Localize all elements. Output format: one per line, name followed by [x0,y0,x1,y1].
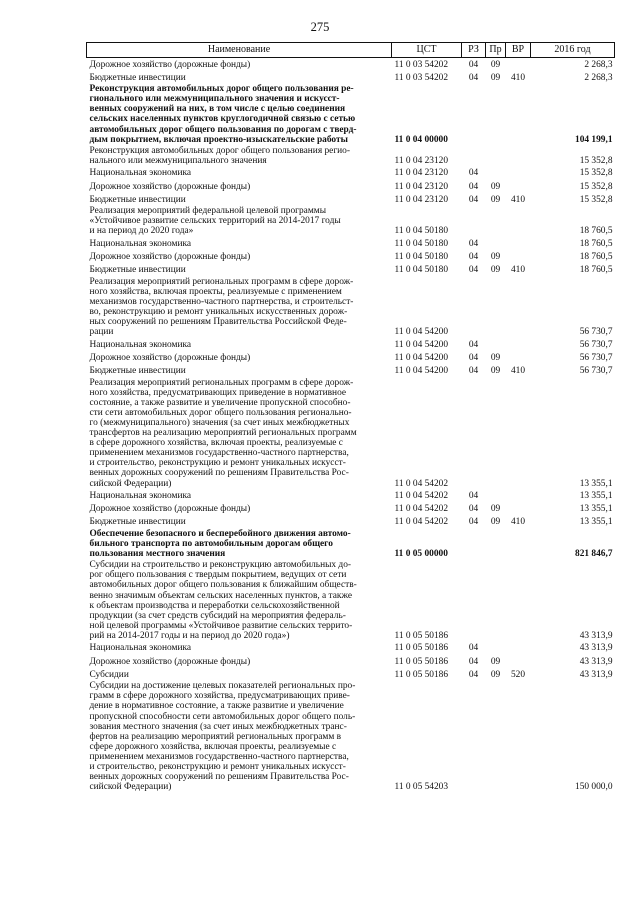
budget-table [86,42,615,793]
cell-cst: 11 0 05 50186 [394,643,449,654]
cell-rz: 04 [468,339,479,350]
cell-cst: 11 0 05 54203 [394,782,449,793]
cell-value: 43 313,9 [579,656,613,667]
cell-vr [506,146,531,167]
cell-pr [486,681,506,793]
cell-rz: 04 [468,366,479,377]
cell-cst: 11 0 05 50186 [394,656,449,667]
cell-cst: 11 0 04 50180 [394,265,449,276]
cell-name: Реализация мероприятий региональных программ в сфере дорож- ного хозяйства, предусматривающих приведение в нормативное состояние, а также развитие и увеличение пропускной способно- сти сети автомобильных дорог общего пользования регионально- го (межмуниципального) значения (за счет иных межбюджетных трансфертов на реализацию мероприятий региональных программ в сфере дорожного хозяйства, включая проекты, реализуемые с применением механизмов государственно-частного партнерства, и строительство, реконструкцию и ремонт уникальных искусст- венных дорожных сооружений по решениям Правительства Рос- сийской Федерации) [89,377,357,489]
cell-value: 821 846,7 [575,549,613,560]
table-row [87,58,615,72]
table-row [87,167,615,180]
column-header-name: Наименование [87,43,392,58]
cell-vr [506,238,531,251]
cell-vr: 410 [510,265,526,276]
cell-value: 56 730,7 [579,352,613,363]
table-row [87,378,615,490]
cell-pr: 09 [490,669,501,680]
column-header-rz: РЗ [462,43,486,58]
cell-rz [462,560,486,642]
cell-name: Национальная экономика [89,339,192,350]
cell-rz [462,529,486,560]
table-row [87,277,615,339]
cell-pr: 09 [490,72,501,83]
cell-pr [486,642,506,655]
cell-name: Дорожное хозяйство (дорожные фонды) [89,352,251,363]
cell-vr [506,642,531,655]
cell-cst: 11 0 04 50180 [394,252,449,263]
cell-rz [462,277,486,339]
cell-rz: 04 [468,491,479,502]
cell-value: 13 355,1 [579,478,613,489]
cell-cst: 11 0 04 23120 [394,155,449,166]
table-row [87,655,615,668]
cell-name: Бюджетные инвестиции [89,366,186,377]
cell-vr: 410 [510,517,526,528]
cell-vr [506,277,531,339]
cell-vr [506,655,531,668]
cell-value: 13 355,1 [579,504,613,515]
cell-pr [486,84,506,146]
cell-pr: 09 [490,352,501,363]
cell-rz: 04 [468,252,479,263]
cell-pr: 09 [490,504,501,515]
cell-name: Субсидии на строительство и реконструкцию автомобильных до- рог общего пользования с твердым покрытием, ведущих от сети автомобильных дорог общего пользования к ближайшим обществ- венно значимым объектам сельских населенных пунктов, а также к объектам производства и переработки сельскохозяйственной продукции (за счет средств субсидий на мероприятия федераль- ной целевой программы «Устойчивое развитие сельских террито- рий на 2014-2017 годы и на период до 2020 года») [89,560,357,641]
table-row [87,642,615,655]
cell-name: Дорожное хозяйство (дорожные фонды) [89,252,251,263]
cell-name: Национальная экономика [89,643,192,654]
cell-name: Субсидии [89,669,129,680]
cell-rz [462,681,486,793]
cell-name: Дорожное хозяйство (дорожные фонды) [89,656,251,667]
table-row [87,238,615,251]
cell-name: Национальная экономика [89,491,192,502]
cell-value: 15 352,8 [579,181,613,192]
cell-vr [506,560,531,642]
cell-rz [462,84,486,146]
cell-pr [486,146,506,167]
table-row [87,193,615,206]
cell-cst: 11 0 04 00000 [394,134,448,145]
cell-value: 18 760,5 [579,239,613,249]
cell-pr: 09 [490,181,501,192]
cell-value: 15 352,8 [579,155,613,166]
cell-vr [506,251,531,264]
cell-pr [486,560,506,642]
cell-name: Реконструкция автомобильных дорог общего пользования ре- гионального или межмуниципального значения и искусст- венных сооружений на них, в том числе с целью соединения сельских населенных пунктов круглогодичной связью с сетью автомобильных дорог общего пользования по дорогам с тверд- дым покрытием, включая проектно-изыскательские работы [89,84,357,145]
table-row [87,338,615,351]
table-header [87,43,615,58]
cell-cst: 11 0 04 23120 [394,168,449,179]
cell-pr: 09 [490,366,501,377]
cell-vr [506,503,531,516]
cell-value: 18 760,5 [579,252,613,263]
cell-name: Бюджетные инвестиции [89,265,186,276]
cell-vr [506,338,531,351]
cell-rz: 04 [468,194,479,205]
cell-name: Дорожное хозяйство (дорожные фонды) [89,181,251,192]
cell-rz: 04 [468,643,479,654]
table-row [87,681,615,793]
cell-value: 2 268,3 [584,72,613,83]
cell-cst: 11 0 03 54202 [394,59,449,70]
table-row [87,264,615,277]
cell-rz: 04 [468,239,479,249]
table-row [87,180,615,193]
cell-name: Реализация мероприятий федеральной целевой программы «Устойчивое развитие сельских территорий на 2014-2017 годы и на период до 2020 года» [89,206,341,237]
cell-value: 43 313,9 [579,669,613,680]
table-row [87,71,615,84]
cell-value: 56 730,7 [579,339,613,350]
cell-rz: 04 [468,517,479,528]
cell-cst: 11 0 04 54202 [394,517,449,528]
column-header-vr: ВР [506,43,531,58]
cell-vr: 410 [510,194,526,205]
cell-cst: 11 0 05 50186 [394,630,449,641]
cell-pr [486,378,506,490]
cell-pr: 09 [490,59,501,70]
table-row [87,529,615,560]
table-row [87,560,615,642]
cell-pr: 09 [490,194,501,205]
cell-name: Субсидии на достижение целевых показателей региональных про- грамм в сфере дорожного хозяйства, предусматривающих приве- дение в нормативное состояние, а также развитие и увеличение пропускной способности сети автомобильных дорог общего поль- зования местного значения (за счет иных межбюджетных транс- фертов на реализацию мероприятий региональных программ в сфере дорожного хозяйства, включая проекты, реализуемые с применением механизмов государственно-частного партнерства, и строительство, реконструкцию и ремонт уникальных искусст- венных дорожных сооружений по решениям Правительства Рос- сийской Федерации) [89,681,356,793]
cell-pr [486,167,506,180]
cell-vr [506,84,531,146]
cell-pr [486,238,506,251]
cell-name: Дорожное хозяйство (дорожные фонды) [89,504,251,515]
cell-cst: 11 0 04 54200 [394,339,449,350]
cell-cst: 11 0 05 50186 [394,669,449,680]
cell-value: 43 313,9 [579,643,613,654]
cell-name: Бюджетные инвестиции [89,194,186,205]
cell-cst: 11 0 03 54202 [394,72,449,83]
cell-vr [506,378,531,490]
cell-pr: 09 [490,252,501,263]
cell-value: 13 355,1 [579,517,613,528]
cell-rz: 04 [468,72,479,83]
cell-rz [462,378,486,490]
table-body [87,58,615,794]
cell-vr: 410 [510,72,526,83]
cell-name: Бюджетные инвестиции [89,72,186,83]
table-row [87,251,615,264]
cell-value: 13 355,1 [579,491,613,502]
cell-vr [506,490,531,503]
cell-vr [506,529,531,560]
table-row [87,84,615,146]
cell-rz: 04 [468,504,479,515]
cell-value: 150 000,0 [575,782,613,793]
cell-rz [462,146,486,167]
cell-vr [506,206,531,237]
column-header-pr: Пр [486,43,506,58]
cell-value: 43 313,9 [579,630,613,641]
cell-value: 56 730,7 [579,366,613,377]
cell-cst: 11 0 04 54202 [394,504,449,515]
cell-value: 56 730,7 [579,327,613,338]
cell-vr [506,351,531,364]
cell-cst: 11 0 04 23120 [394,194,449,205]
cell-name: Обеспечение безопасного и бесперебойного движения автомо- бильного транспорта по автомобильным дорогам общего пользования местного значения [89,528,351,560]
cell-cst: 11 0 04 54200 [394,352,449,363]
cell-rz: 04 [468,181,479,192]
cell-vr: 410 [510,366,526,377]
cell-pr [486,277,506,339]
column-header-year: 2016 год [531,43,615,58]
cell-name: Реконструкция автомобильных дорог общего пользования регио- нального или межмуниципального значения [89,145,350,166]
cell-cst: 11 0 04 50180 [394,239,449,249]
page-number: 275 [310,20,330,34]
table-row [87,146,615,167]
cell-pr [486,490,506,503]
cell-value: 15 352,8 [579,194,613,205]
cell-rz: 04 [468,669,479,680]
table-row [87,490,615,503]
cell-rz: 04 [468,352,479,363]
cell-rz [462,206,486,237]
cell-value: 2 268,3 [584,59,613,70]
table-row [87,503,615,516]
cell-pr: 09 [490,265,501,276]
cell-cst: 11 0 04 54200 [394,366,449,377]
cell-vr [506,58,531,72]
cell-cst: 11 0 04 50180 [394,226,449,237]
cell-value: 18 760,5 [579,265,613,276]
cell-cst: 11 0 04 54202 [394,478,449,489]
cell-pr [486,529,506,560]
cell-value: 104 199,1 [575,134,613,145]
cell-vr: 520 [510,669,526,680]
cell-value: 15 352,8 [579,168,613,179]
cell-pr [486,206,506,237]
cell-cst: 11 0 04 23120 [394,181,449,192]
cell-rz: 04 [468,265,479,276]
table-row [87,206,615,237]
cell-vr [506,681,531,793]
cell-name: Реализация мероприятий региональных программ в сфере дорож- ного хозяйства, включая проекты, реализуемые с применением механизмов государственно-частного партнерства, и строительст- во, реконструкцию и ремонт уникальных искусственных дорож- ных сооружений по решениям Правительства Российской Феде- рации [89,276,354,338]
cell-pr: 09 [490,517,501,528]
cell-cst: 11 0 04 54200 [394,327,449,338]
table-row [87,365,615,378]
cell-pr [486,338,506,351]
cell-name: Национальная экономика [89,239,192,249]
column-header-cst: ЦСТ [392,43,462,58]
cell-rz: 04 [468,168,479,179]
cell-rz: 04 [468,59,479,70]
cell-pr: 09 [490,656,501,667]
cell-name: Бюджетные инвестиции [89,517,186,528]
table-row [87,668,615,681]
cell-value: 18 760,5 [579,226,613,237]
cell-cst: 11 0 04 54202 [394,491,449,502]
table-row [87,516,615,529]
cell-name: Национальная экономика [89,168,192,179]
cell-cst: 11 0 05 00000 [394,549,448,560]
cell-name: Дорожное хозяйство (дорожные фонды) [89,59,251,70]
cell-vr [506,180,531,193]
cell-rz: 04 [468,656,479,667]
cell-vr [506,167,531,180]
table-row [87,351,615,364]
